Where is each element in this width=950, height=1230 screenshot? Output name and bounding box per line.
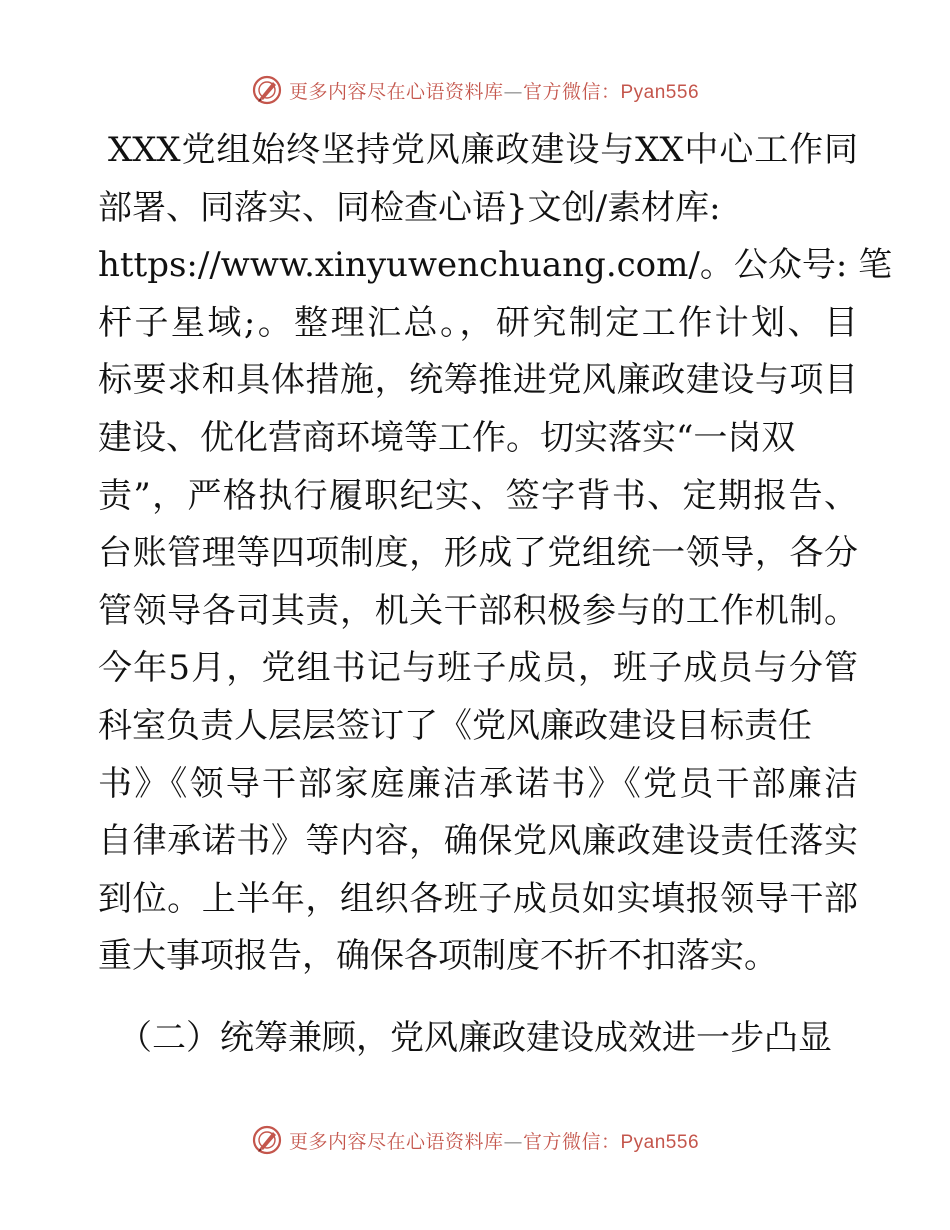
watermark-header <box>0 70 950 110</box>
paragraph-line: 科室负责人层层签订了《党风廉政建设目标责任 <box>98 705 812 746</box>
paragraph-line: https://www.xinyuwenchuang.com/。公众号: 笔 <box>98 245 893 286</box>
watermark-site-name: 更多内容尽在心语资料库 <box>288 80 504 103</box>
watermark-label: 官方微信： <box>522 80 621 103</box>
watermark-text <box>289 1127 699 1154</box>
xinyu-logo-icon <box>251 74 283 106</box>
watermark-text <box>289 77 699 104</box>
paragraph-line: 标要求和具体措施，统筹推进党风廉政建设与项目 <box>98 360 858 401</box>
paragraph-line: 建设、优化营商环境等工作。切实落实“一岗双 <box>98 417 796 458</box>
paragraph-line: 台账管理等四项制度，形成了党组统一领导，各分 <box>98 533 858 574</box>
watermark-footer <box>0 1120 950 1160</box>
watermark-dash: — <box>503 80 523 103</box>
paragraph-line: XXX党组始终坚持党风廉政建设与XX中心工作同 <box>108 130 858 170</box>
watermark-site-name: 更多内容尽在心语资料库 <box>288 1130 504 1153</box>
paragraph-line: 自律承诺书》等内容，确保党风廉政建设责任落实 <box>98 821 858 862</box>
watermark-handle: Pyan556 <box>620 81 700 103</box>
paragraph-line: 责”，严格执行履职纪实、签字背书、定期报告、 <box>98 475 858 516</box>
paragraph-line: 杆子星域;。整理汇总。，研究制定工作计划、目 <box>98 302 858 343</box>
watermark-dash: — <box>503 1130 523 1153</box>
paragraph-line: 重大事项报告，确保各项制度不折不扣落实。 <box>98 936 778 977</box>
watermark-handle: Pyan556 <box>620 1131 700 1153</box>
section-heading: （二）统筹兼顾，党风廉政建设成效进一步凸显 <box>118 1018 832 1058</box>
document-paragraph <box>98 122 893 986</box>
xinyu-logo-icon <box>251 1124 283 1156</box>
paragraph-line: 到位。上半年，组织各班子成员如实填报领导干部 <box>98 878 858 919</box>
paragraph-line: 部署、同落实、同检查心语}文创/素材库: <box>98 187 721 228</box>
paragraph-line: 今年5月，党组书记与班子成员，班子成员与分管 <box>98 648 858 689</box>
paragraph-line: 书》《领导干部家庭廉洁承诺书》《党员干部廉洁 <box>98 763 858 804</box>
watermark-label: 官方微信： <box>522 1130 621 1153</box>
paragraph-line: 管领导各司其责，机关干部积极参与的工作机制。 <box>98 590 858 631</box>
